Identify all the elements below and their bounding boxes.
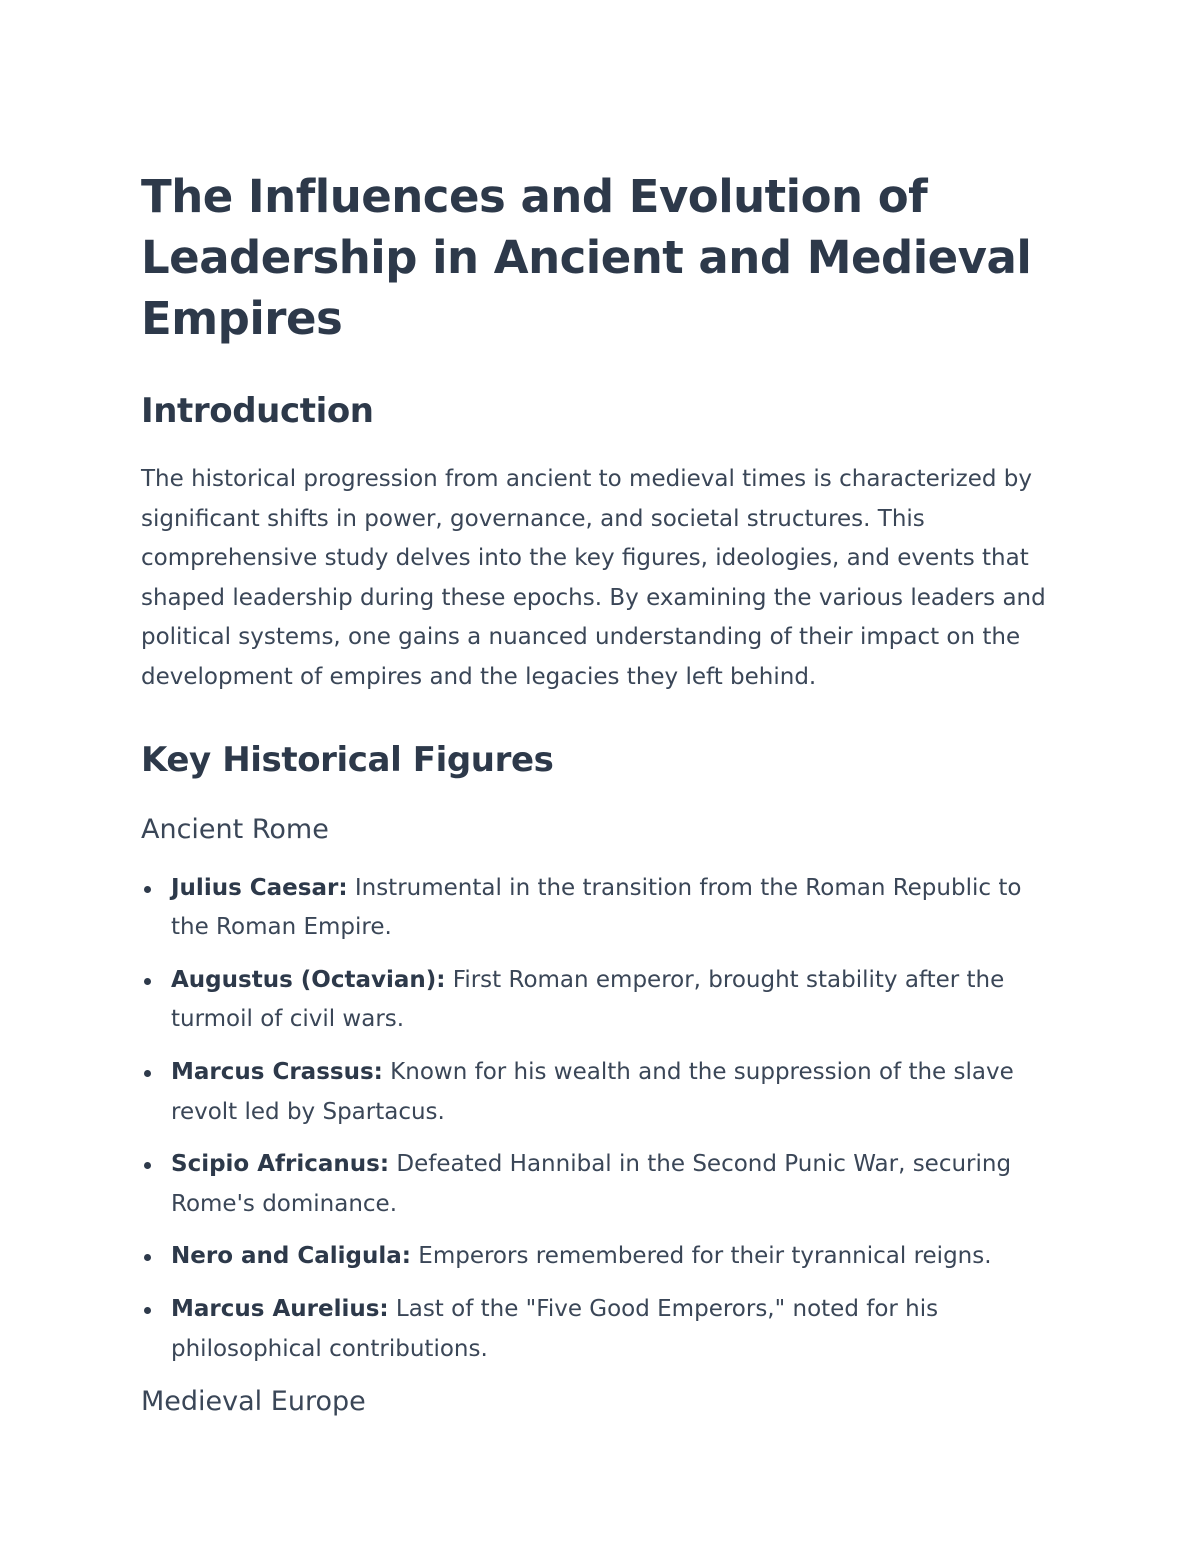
list-item-term: Scipio Africanus [171, 1151, 380, 1178]
list-item-description: Defeated Hannibal in the Second Punic War, securing Rome's dominance. [171, 1151, 1012, 1217]
ancient-rome-list [141, 869, 1061, 1370]
list-item: Nero and Caligula: Emperors remembered for their tyrannical reigns. [141, 1237, 1061, 1277]
list-item: Marcus Aurelius: Last of the "Five Good Emperors," noted for his philosophical contributions. [141, 1290, 1061, 1369]
list-item-term: Julius Caesar [171, 874, 339, 901]
subheading-medieval-europe: Medieval Europe [141, 1386, 366, 1418]
subheading-ancient-rome: Ancient Rome [141, 813, 329, 845]
section-heading-introduction: Introduction [141, 391, 374, 431]
list-item-term: Marcus Aurelius [171, 1295, 380, 1322]
section-heading-key-figures: Key Historical Figures [141, 739, 554, 780]
introduction-paragraph: The historical progression from ancient to medieval times is characterized by significant shifts in power, governance, and societal structures. This comprehensive study delves into the key figures, ideologies, and events that shaped leadership during these epochs. By examining the various leaders and political systems, one gains a nuanced understanding of their impact on the development of empires and the legacies they left behind. [141, 466, 1046, 690]
list-item: Marcus Crassus: Known for his wealth and the suppression of the slave revolt led by Spartacus. [141, 1053, 1061, 1132]
document-title: The Influences and Evolution of Leadership in Ancient and Medieval Empires [141, 170, 1032, 345]
list-item: Augustus (Octavian): First Roman emperor, brought stability after the turmoil of civil wars. [141, 961, 1061, 1040]
list-item-term: Augustus (Octavian) [171, 966, 437, 993]
list-item-term: Nero and Caligula [171, 1243, 402, 1270]
document-page [141, 166, 1061, 1420]
list-item-description: Last of the "Five Good Emperors," noted for his philosophical contributions. [171, 1295, 939, 1362]
list-item-description: Instrumental in the transition from the Roman Republic to the Roman Empire. [171, 874, 1022, 941]
list-item-term: Marcus Crassus [171, 1058, 374, 1085]
list-item-description: First Roman emperor, brought stability after the turmoil of civil wars. [171, 966, 1005, 1033]
list-item-description: Known for his wealth and the suppression of the slave revolt led by Spartacus. [171, 1058, 1014, 1125]
list-item: Scipio Africanus: Defeated Hannibal in the Second Punic War, securing Rome's dominance. [141, 1145, 1061, 1224]
list-item: Julius Caesar: Instrumental in the transition from the Roman Republic to the Roman Empire. [141, 869, 1061, 948]
list-item-description: Emperors remembered for their tyrannical reigns. [410, 1243, 992, 1270]
